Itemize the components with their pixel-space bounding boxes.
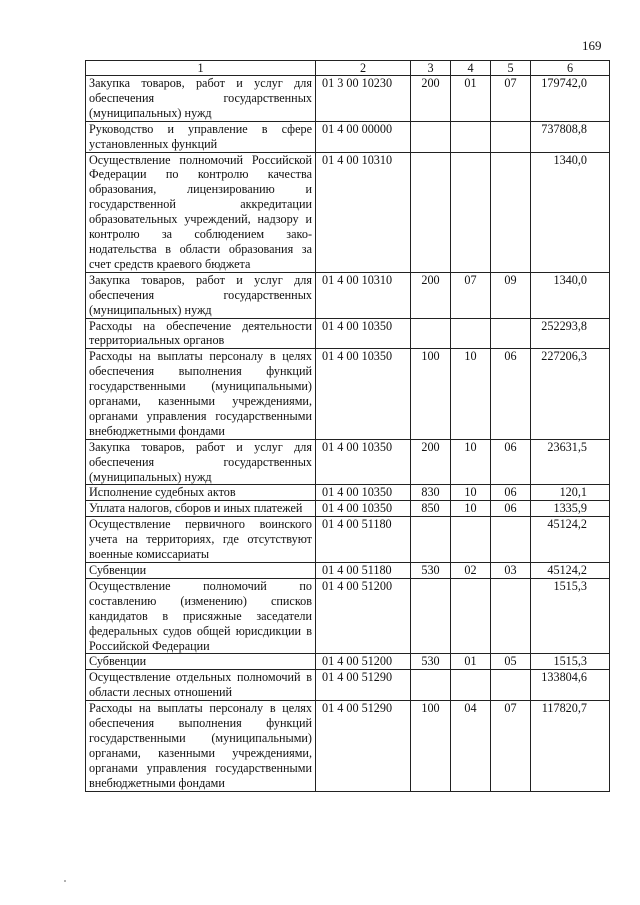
row-subsection <box>491 152 531 272</box>
row-subsection <box>491 517 531 563</box>
row-section <box>451 670 491 701</box>
table-row <box>86 272 610 318</box>
column-header: 2 <box>316 61 411 76</box>
row-amount: 45124,2 <box>531 517 610 563</box>
row-section: 01 <box>451 654 491 670</box>
row-section: 10 <box>451 501 491 517</box>
row-section: 04 <box>451 701 491 791</box>
scan-speck <box>64 880 66 882</box>
column-header: 5 <box>491 61 531 76</box>
row-section <box>451 152 491 272</box>
row-subsection: 06 <box>491 439 531 485</box>
table-header-row <box>86 61 610 76</box>
row-section <box>451 578 491 654</box>
table-row <box>86 318 610 349</box>
row-name: Осуществление полномочий Российской Федерации по контролю качества образования, лицензированию и государственной аккредитации образовательных учреждений, надзору и контролю за соблюдением законодательства в области образования за счет средств краевого бюджета <box>86 152 316 272</box>
row-subsection: 03 <box>491 563 531 579</box>
row-section <box>451 318 491 349</box>
row-subsection: 05 <box>491 654 531 670</box>
row-amount: 120,1 <box>531 485 610 501</box>
row-code: 01 4 00 10350 <box>316 318 411 349</box>
row-expense-type: 530 <box>411 654 451 670</box>
table-row <box>86 563 610 579</box>
row-subsection <box>491 670 531 701</box>
row-section: 02 <box>451 563 491 579</box>
table-row <box>86 670 610 701</box>
row-name: Осуществление отдельных полномочий в области лесных отношений <box>86 670 316 701</box>
row-name: Уплата налогов, сборов и иных платежей <box>86 501 316 517</box>
row-expense-type <box>411 318 451 349</box>
row-code: 01 4 00 51180 <box>316 517 411 563</box>
row-name: Руководство и управление в сфере установленных функций <box>86 121 316 152</box>
row-expense-type <box>411 152 451 272</box>
row-section: 10 <box>451 485 491 501</box>
row-subsection: 09 <box>491 272 531 318</box>
row-code: 01 4 00 10350 <box>316 501 411 517</box>
row-amount: 1515,3 <box>531 654 610 670</box>
row-amount: 1340,0 <box>531 152 610 272</box>
row-subsection <box>491 121 531 152</box>
row-amount: 1340,0 <box>531 272 610 318</box>
row-code: 01 3 00 10230 <box>316 76 411 122</box>
table-row <box>86 501 610 517</box>
row-section: 10 <box>451 439 491 485</box>
row-code: 01 4 00 00000 <box>316 121 411 152</box>
row-code: 01 4 00 10310 <box>316 272 411 318</box>
row-section <box>451 121 491 152</box>
page-number: 169 <box>582 38 602 53</box>
row-expense-type: 100 <box>411 349 451 439</box>
row-code: 01 4 00 51200 <box>316 578 411 654</box>
row-amount: 737808,8 <box>531 121 610 152</box>
row-amount: 1515,3 <box>531 578 610 654</box>
row-amount: 23631,5 <box>531 439 610 485</box>
row-code: 01 4 00 10350 <box>316 439 411 485</box>
row-expense-type <box>411 517 451 563</box>
row-name: Осуществление первичного воинского учета на территориях, где отсутствуют военные комиссариаты <box>86 517 316 563</box>
table-row <box>86 578 610 654</box>
row-code: 01 4 00 51290 <box>316 670 411 701</box>
row-amount: 1335,9 <box>531 501 610 517</box>
column-header: 3 <box>411 61 451 76</box>
row-name: Субвенции <box>86 563 316 579</box>
row-code: 01 4 00 10350 <box>316 349 411 439</box>
row-expense-type: 850 <box>411 501 451 517</box>
row-section: 07 <box>451 272 491 318</box>
row-code: 01 4 00 51200 <box>316 654 411 670</box>
budget-table <box>85 60 610 792</box>
row-subsection <box>491 578 531 654</box>
row-amount: 133804,6 <box>531 670 610 701</box>
column-header: 6 <box>531 61 610 76</box>
row-code: 01 4 00 51180 <box>316 563 411 579</box>
row-name: Закупка товаров, работ и услуг для обеспечения государственных (муниципальных) нужд <box>86 272 316 318</box>
table-row <box>86 76 610 122</box>
table-row <box>86 701 610 791</box>
row-name: Субвенции <box>86 654 316 670</box>
row-section: 10 <box>451 349 491 439</box>
table-row <box>86 121 610 152</box>
row-subsection: 07 <box>491 76 531 122</box>
row-subsection <box>491 318 531 349</box>
row-expense-type: 200 <box>411 272 451 318</box>
row-section <box>451 517 491 563</box>
row-amount: 252293,8 <box>531 318 610 349</box>
table-row <box>86 349 610 439</box>
table-row <box>86 517 610 563</box>
row-subsection: 06 <box>491 349 531 439</box>
row-expense-type: 100 <box>411 701 451 791</box>
row-expense-type: 200 <box>411 439 451 485</box>
row-code: 01 4 00 10310 <box>316 152 411 272</box>
row-subsection: 07 <box>491 701 531 791</box>
row-name: Расходы на обеспечение деятельности территориальных органов <box>86 318 316 349</box>
table-row <box>86 152 610 272</box>
row-amount: 45124,2 <box>531 563 610 579</box>
row-expense-type <box>411 578 451 654</box>
row-expense-type <box>411 670 451 701</box>
row-name: Закупка товаров, работ и услуг для обеспечения государственных (муниципальных) нужд <box>86 76 316 122</box>
row-name: Расходы на выплаты персоналу в целях обеспечения выполнения функций государственными (муниципальными) органами, казенными учреждениями, органами управления государственными внебюджетными фондами <box>86 701 316 791</box>
row-expense-type: 830 <box>411 485 451 501</box>
row-amount: 179742,0 <box>531 76 610 122</box>
row-name: Исполнение судебных актов <box>86 485 316 501</box>
row-name: Осуществление полномочий по составлению (изменению) списков кандидатов в присяжные заседатели федеральных судов общей юрисдикции в Российской Федерации <box>86 578 316 654</box>
row-amount: 117820,7 <box>531 701 610 791</box>
row-name: Закупка товаров, работ и услуг для обеспечения государственных (муниципальных) нужд <box>86 439 316 485</box>
table-row <box>86 439 610 485</box>
column-header: 1 <box>86 61 316 76</box>
row-expense-type <box>411 121 451 152</box>
row-code: 01 4 00 10350 <box>316 485 411 501</box>
row-expense-type: 200 <box>411 76 451 122</box>
table-row <box>86 654 610 670</box>
column-header: 4 <box>451 61 491 76</box>
row-amount: 227206,3 <box>531 349 610 439</box>
row-name: Расходы на выплаты персоналу в целях обеспечения выполнения функций государственными (муниципальными) органами, казенными учреждениями, органами управления государственными внебюджетными фондами <box>86 349 316 439</box>
row-subsection: 06 <box>491 501 531 517</box>
row-subsection: 06 <box>491 485 531 501</box>
row-expense-type: 530 <box>411 563 451 579</box>
row-code: 01 4 00 51290 <box>316 701 411 791</box>
table-row <box>86 485 610 501</box>
row-section: 01 <box>451 76 491 122</box>
